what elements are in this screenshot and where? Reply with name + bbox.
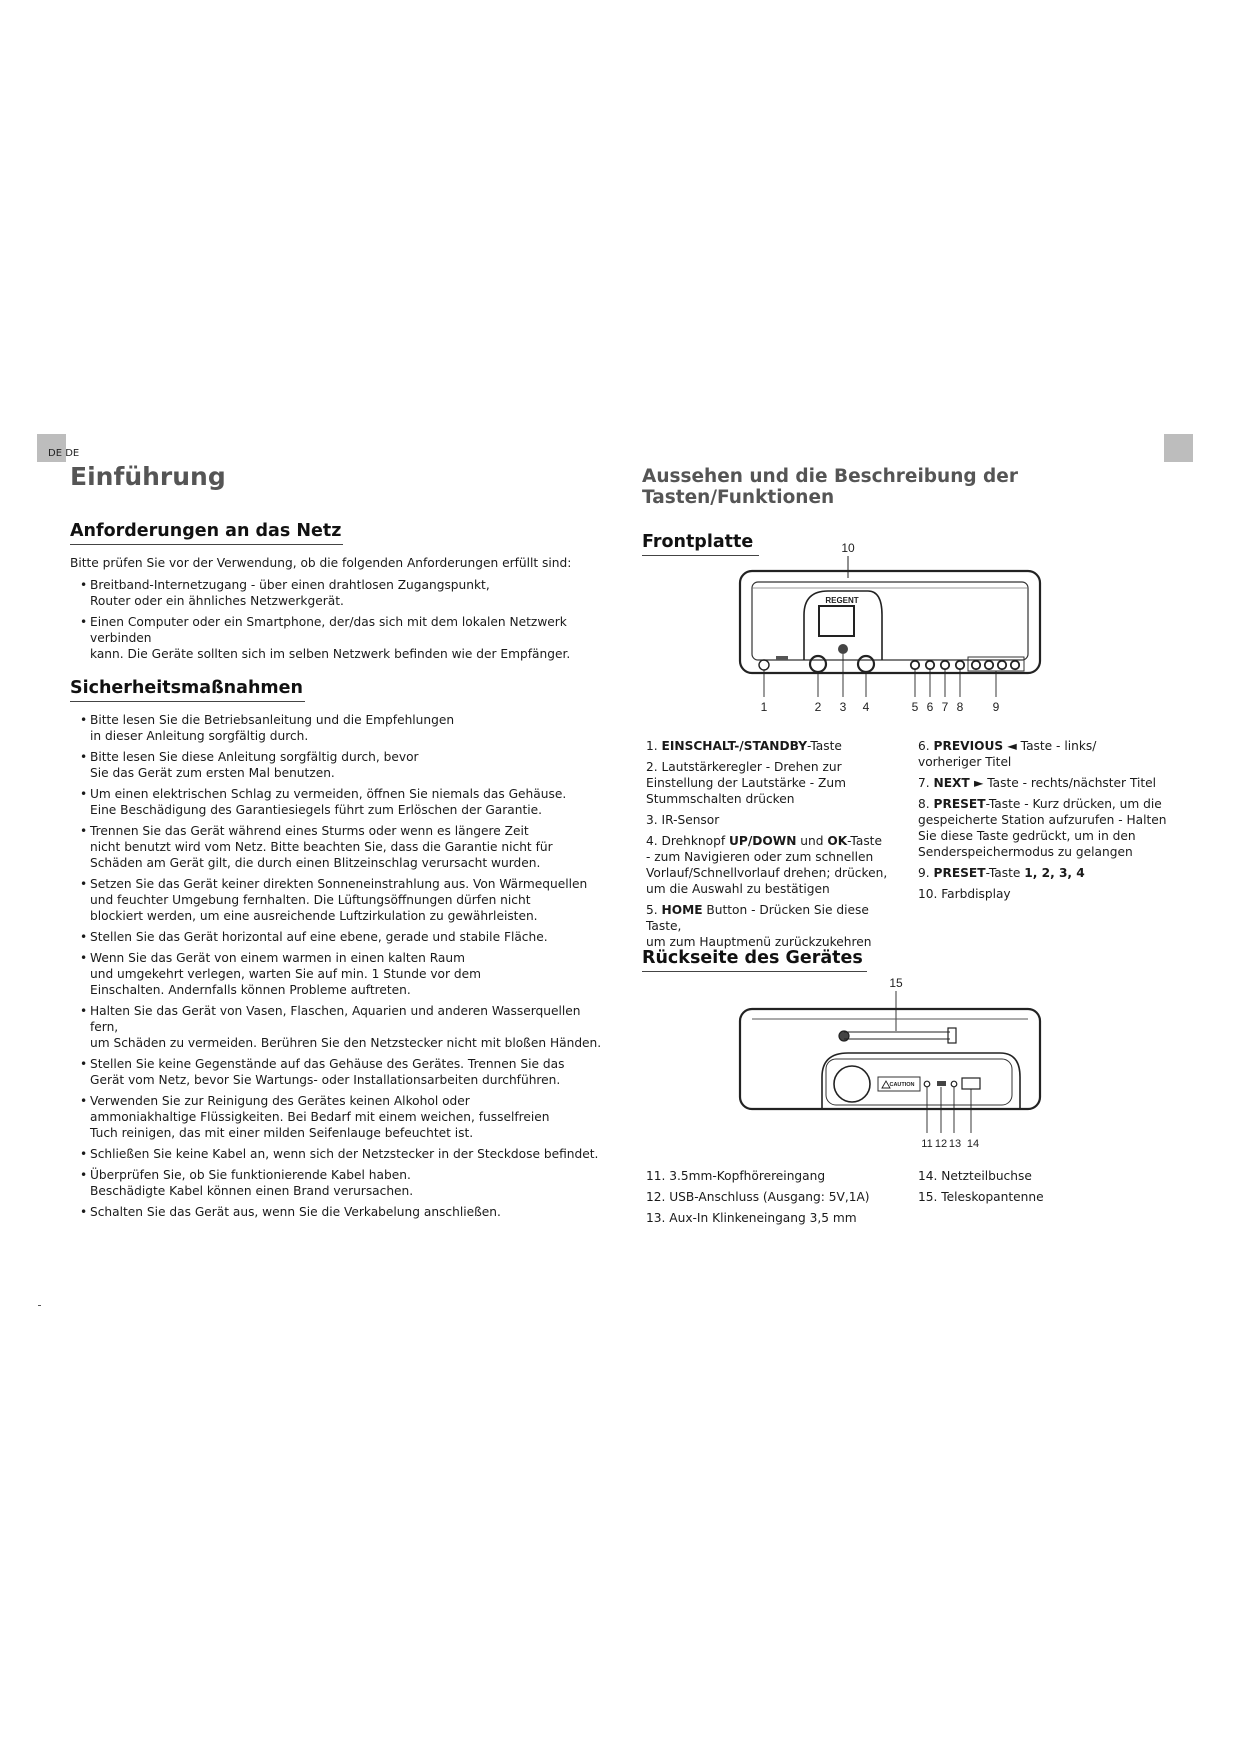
volume-knob (810, 656, 826, 672)
callout-13: 13 (948, 1138, 962, 1150)
list-item: 10. Farbdisplay (918, 887, 1011, 901)
section-heading-back: Rückseite des Gerätes (642, 948, 867, 972)
section-heading-network: Anforderungen an das Netz (70, 521, 343, 545)
network-intro: Bitte prüfen Sie vor der Verwendung, ob die folgenden Anforderungen erfüllt sind: (70, 556, 572, 570)
section-heading-front: Frontplatte (642, 532, 759, 556)
back-ports-list-a (646, 1168, 906, 1231)
list-item: 8. PRESET-Taste - Kurz drücken, um die gespeicherte Station aufzurufen - Halten Sie diese Taste gedrückt, um in den Senderspeichermodus zu gelangen (918, 797, 1167, 859)
list-item: • Schalten Sie das Gerät aus, wenn Sie die Verkabelung anschließen. (80, 1205, 501, 1219)
caution-label: CAUTION (889, 1082, 915, 1088)
back-panel-diagram (730, 975, 1050, 1155)
list-item: • Setzen Sie das Gerät keiner direkten Sonneneinstrahlung aus. Von Wärmequellen und feuchter Umgebung fernhalten. Die Lüftungsöffnungen dürfen nicht blockiert werden, um eine ausreichende Luftzirkulation zu gewährleisten. (80, 877, 588, 923)
callout-7: 7 (941, 700, 949, 714)
callout-6: 6 (926, 700, 934, 714)
list-item: 12. USB-Anschluss (Ausgang: 5V,1A) (646, 1190, 870, 1204)
left-column (70, 462, 610, 1225)
right-title: Aussehen und die Beschreibung der Tasten/Funktionen (642, 466, 1018, 508)
list-item: 13. Aux-In Klinkeneingang 3,5 mm (646, 1211, 857, 1225)
callout-4: 4 (862, 700, 870, 714)
list-item: • Stellen Sie keine Gegenstände auf das Gehäuse des Gerätes. Trennen Sie das Gerät vom Netz, bevor Sie Wartungs- oder Installationsarbeiten durchführen. (80, 1057, 565, 1087)
list-item: • Überprüfen Sie, ob Sie funktionierende Kabel haben. Beschädigte Kabel können einen Brand verursachen. (80, 1168, 414, 1198)
front-panel-diagram (730, 535, 1050, 720)
language-label: DE DE (48, 448, 80, 459)
callout-10: 10 (841, 541, 855, 555)
list-item: 4. Drehknopf UP/DOWN und OK-Taste - zum Navigieren oder zum schnellen Vorlauf/Schnellvorlauf drehen; drücken, um die Auswahl zu bestätigen (646, 834, 888, 896)
list-item: 14. Netzteilbuchse (918, 1169, 1032, 1183)
list-item: 7. NEXT ► Taste - rechts/nächster Titel (918, 776, 1157, 790)
list-item: 11. 3.5mm-Kopfhörereingang (646, 1169, 826, 1183)
list-item: • Stellen Sie das Gerät horizontal auf eine ebene, gerade und stabile Fläche. (80, 930, 548, 944)
dc-in-socket (962, 1078, 980, 1089)
callout-15: 15 (889, 976, 903, 990)
callout-8: 8 (956, 700, 964, 714)
page-corner-tab-right (1164, 434, 1193, 462)
brand-logo: REGENT (825, 596, 859, 605)
list-item: • Schließen Sie keine Kabel an, wenn sich der Netzstecker in der Steckdose befindet. (80, 1147, 599, 1161)
ir-sensor (838, 644, 848, 654)
list-item: • Trennen Sie das Gerät während eines Sturms oder wenn es längere Zeit nicht benutzt wird vom Netz. Bitte beachten Sie, dass die Garantie nicht für Schäden am Gerät gilt, die durch einen Blitzeinschlag verursacht wurden. (80, 824, 553, 870)
callout-2: 2 (814, 700, 822, 714)
section-heading-safety: Sicherheitsmaßnahmen (70, 678, 305, 702)
headphone-jack (924, 1081, 930, 1087)
callout-9: 9 (992, 700, 1000, 714)
page-title: Einführung (70, 462, 226, 491)
callout-14: 14 (966, 1138, 980, 1150)
power-button (759, 660, 769, 670)
list-item: 9. PRESET-Taste 1, 2, 3, 4 (918, 866, 1085, 880)
back-ports-list-b (918, 1168, 1173, 1210)
list-item: • Verwenden Sie zur Reinigung des Gerätes keinen Alkohol oder ammoniakhaltige Flüssigkeiten. Bei Bedarf mit einem weichen, fusselfreien Tuch reinigen, das mit einer milden Seifenlauge befeuchtet ist. (80, 1094, 550, 1140)
list-item: • Bitte lesen Sie diese Anleitung sorgfältig durch, bevor Sie das Gerät zum ersten Mal benutzen. (80, 750, 419, 780)
list-item: • Halten Sie das Gerät von Vasen, Flaschen, Aquarien und anderen Wasserquellen fern, um Schäden zu vermeiden. Berühren Sie den Netzstecker nicht mit bloßen Händen. (80, 1004, 602, 1050)
list-item: • Um einen elektrischen Schlag zu vermeiden, öffnen Sie niemals das Gehäuse. Eine Beschädigung des Garantiesiegels führt zum Erlöschen der Garantie. (80, 787, 567, 817)
list-item: • Bitte lesen Sie die Betriebsanleitung und die Empfehlungen in dieser Anleitung sorgfältig durch. (80, 713, 455, 743)
network-requirements-list (70, 577, 610, 662)
navigation-knob (858, 656, 874, 672)
front-keys-list-a (646, 738, 906, 955)
callout-1: 1 (760, 700, 768, 714)
page-mark (38, 1305, 41, 1306)
front-keys-list-b (918, 738, 1173, 907)
safety-list (70, 712, 610, 1220)
list-item: 15. Teleskopantenne (918, 1190, 1044, 1204)
list-item: 6. PREVIOUS ◄ Taste - links/ vorheriger Titel (918, 739, 1097, 769)
list-item: • Wenn Sie das Gerät von einem warmen in einen kalten Raum und umgekehrt verlegen, warten Sie auf min. 1 Stunde vor dem Einschalten. Andernfalls können Probleme auftreten. (80, 951, 481, 997)
list-item: • Einen Computer oder ein Smartphone, der/das sich mit dem lokalen Netzwerk verbinden kann. Die Geräte sollten sich im selben Netzwerk befinden wie der Empfänger. (80, 615, 571, 661)
callout-5: 5 (911, 700, 919, 714)
list-item: 2. Lautstärkeregler - Drehen zur Einstellung der Lautstärke - Zum Stummschalten drücken (646, 760, 846, 806)
speaker-port-icon (834, 1066, 870, 1102)
list-item: 5. HOME Button - Drücken Sie diese Taste, um zum Hauptmenü zurückzukehren (646, 903, 872, 949)
callout-11: 11 (921, 1138, 933, 1150)
callout-3: 3 (839, 700, 847, 714)
list-item: 3. IR-Sensor (646, 813, 720, 827)
list-item: 1. EINSCHALT-/STANDBY-Taste (646, 739, 842, 753)
list-item: • Breitband-Internetzugang - über einen drahtlosen Zugangspunkt, Router oder ein ähnliches Netzwerkgerät. (80, 578, 490, 608)
callout-12: 12 (934, 1138, 948, 1150)
usb-port (937, 1081, 946, 1086)
aux-in-jack (951, 1081, 957, 1087)
